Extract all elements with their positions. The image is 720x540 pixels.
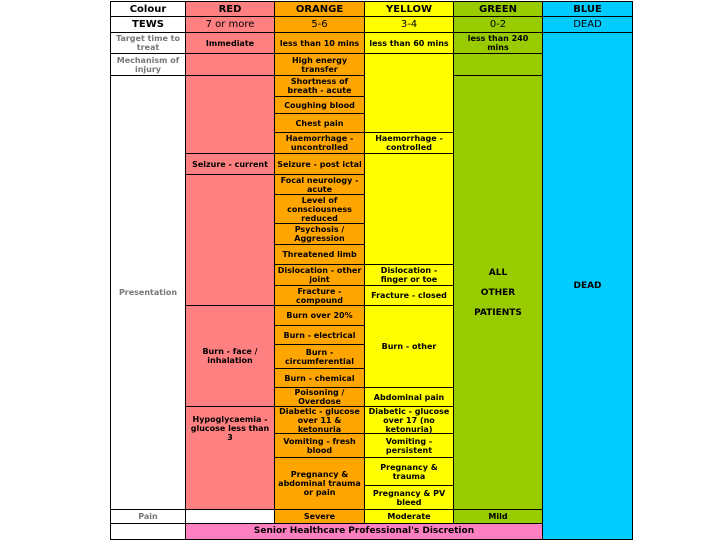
blue-dead-block: DEAD <box>542 32 633 540</box>
target-time-yellow: less than 60 mins <box>364 32 454 54</box>
target-time-green: less than 240 mins <box>453 32 543 54</box>
pain-orange: Severe <box>274 509 365 524</box>
footer-label-cell <box>110 523 186 540</box>
triage-table <box>110 0 633 540</box>
orange-item: Dislocation - other joint <box>274 264 365 286</box>
colour-green: GREEN <box>453 1 543 17</box>
mechanism-label: Mechanism of injury <box>110 53 186 76</box>
tews-yellow: 3-4 <box>364 16 454 33</box>
green-all-other-patients <box>453 75 543 510</box>
target-time-red: Immediate <box>185 32 275 54</box>
tews-red: 7 or more <box>185 16 275 33</box>
yellow-item: Diabetic - glucose over 17 (no ketonuria) <box>364 406 454 434</box>
orange-item: Poisoning / Overdose <box>274 387 365 407</box>
red-empty-cell <box>185 174 275 306</box>
colour-red: RED <box>185 1 275 17</box>
orange-item: Coughing blood <box>274 96 365 114</box>
tews-label: TEWS <box>110 16 186 33</box>
target-time-label: Target time to treat <box>110 32 186 54</box>
red-mechanism-cell <box>185 53 275 76</box>
yellow-item: Burn - other <box>364 305 454 388</box>
yellow-item: Abdominal pain <box>364 387 454 407</box>
orange-item: Burn - circumferential <box>274 344 365 369</box>
orange-item: Fracture - compound <box>274 285 365 306</box>
orange-item: Haemorrhage - uncontrolled <box>274 132 365 154</box>
orange-item: Focal neurology - acute <box>274 174 365 195</box>
red-empty-cell <box>185 75 275 154</box>
colour-label: Colour <box>110 1 186 17</box>
orange-item: Diabetic - glucose over 11 & ketonuria <box>274 406 365 434</box>
red-item: Seizure - current <box>185 153 275 175</box>
orange-item: Threatened limb <box>274 244 365 265</box>
tews-blue: DEAD <box>542 16 633 33</box>
yellow-empty-cell <box>364 153 454 265</box>
presentation-label: Presentation <box>110 75 186 510</box>
tews-green: 0-2 <box>453 16 543 33</box>
red-item: Burn - face / inhalation <box>185 305 275 407</box>
pain-yellow: Moderate <box>364 509 454 524</box>
green-line: PATIENTS <box>474 307 522 318</box>
orange-item: Burn - chemical <box>274 368 365 388</box>
green-line: ALL <box>488 267 508 278</box>
pain-label: Pain <box>110 509 186 524</box>
red-item: Hypoglycaemia - glucose less than 3 <box>185 406 275 510</box>
mechanism-orange: High energy transfer <box>274 53 365 76</box>
orange-item: Vomiting - fresh blood <box>274 433 365 458</box>
yellow-item: Vomiting - persistent <box>364 433 454 458</box>
orange-item: Psychosis / Aggression <box>274 223 365 245</box>
pain-red-cell <box>185 509 275 524</box>
yellow-item: Dislocation - finger or toe <box>364 264 454 286</box>
orange-item: Pregnancy & abdominal trauma or pain <box>274 457 365 510</box>
orange-item: Burn - electrical <box>274 325 365 345</box>
orange-item: Shortness of breath - acute <box>274 75 365 97</box>
target-time-orange: less than 10 mins <box>274 32 365 54</box>
orange-item: Level of consciousness reduced <box>274 194 365 224</box>
orange-item: Chest pain <box>274 113 365 133</box>
orange-item: Seizure - post ictal <box>274 153 365 175</box>
yellow-item: Pregnancy & PV bleed <box>364 485 454 510</box>
yellow-item: Haemorrhage - controlled <box>364 132 454 154</box>
yellow-item: Fracture - closed <box>364 285 454 306</box>
colour-orange: ORANGE <box>274 1 365 17</box>
colour-yellow: YELLOW <box>364 1 454 17</box>
yellow-item: Pregnancy & trauma <box>364 457 454 486</box>
green-mechanism-cell <box>453 53 543 76</box>
pain-green: Mild <box>453 509 543 524</box>
tews-orange: 5-6 <box>274 16 365 33</box>
footer-discretion: Senior Healthcare Professional's Discretion <box>185 523 543 540</box>
colour-blue: BLUE <box>542 1 633 17</box>
orange-item: Burn over 20% <box>274 305 365 326</box>
green-line: OTHER <box>480 287 516 298</box>
yellow-empty-cell <box>364 53 454 133</box>
